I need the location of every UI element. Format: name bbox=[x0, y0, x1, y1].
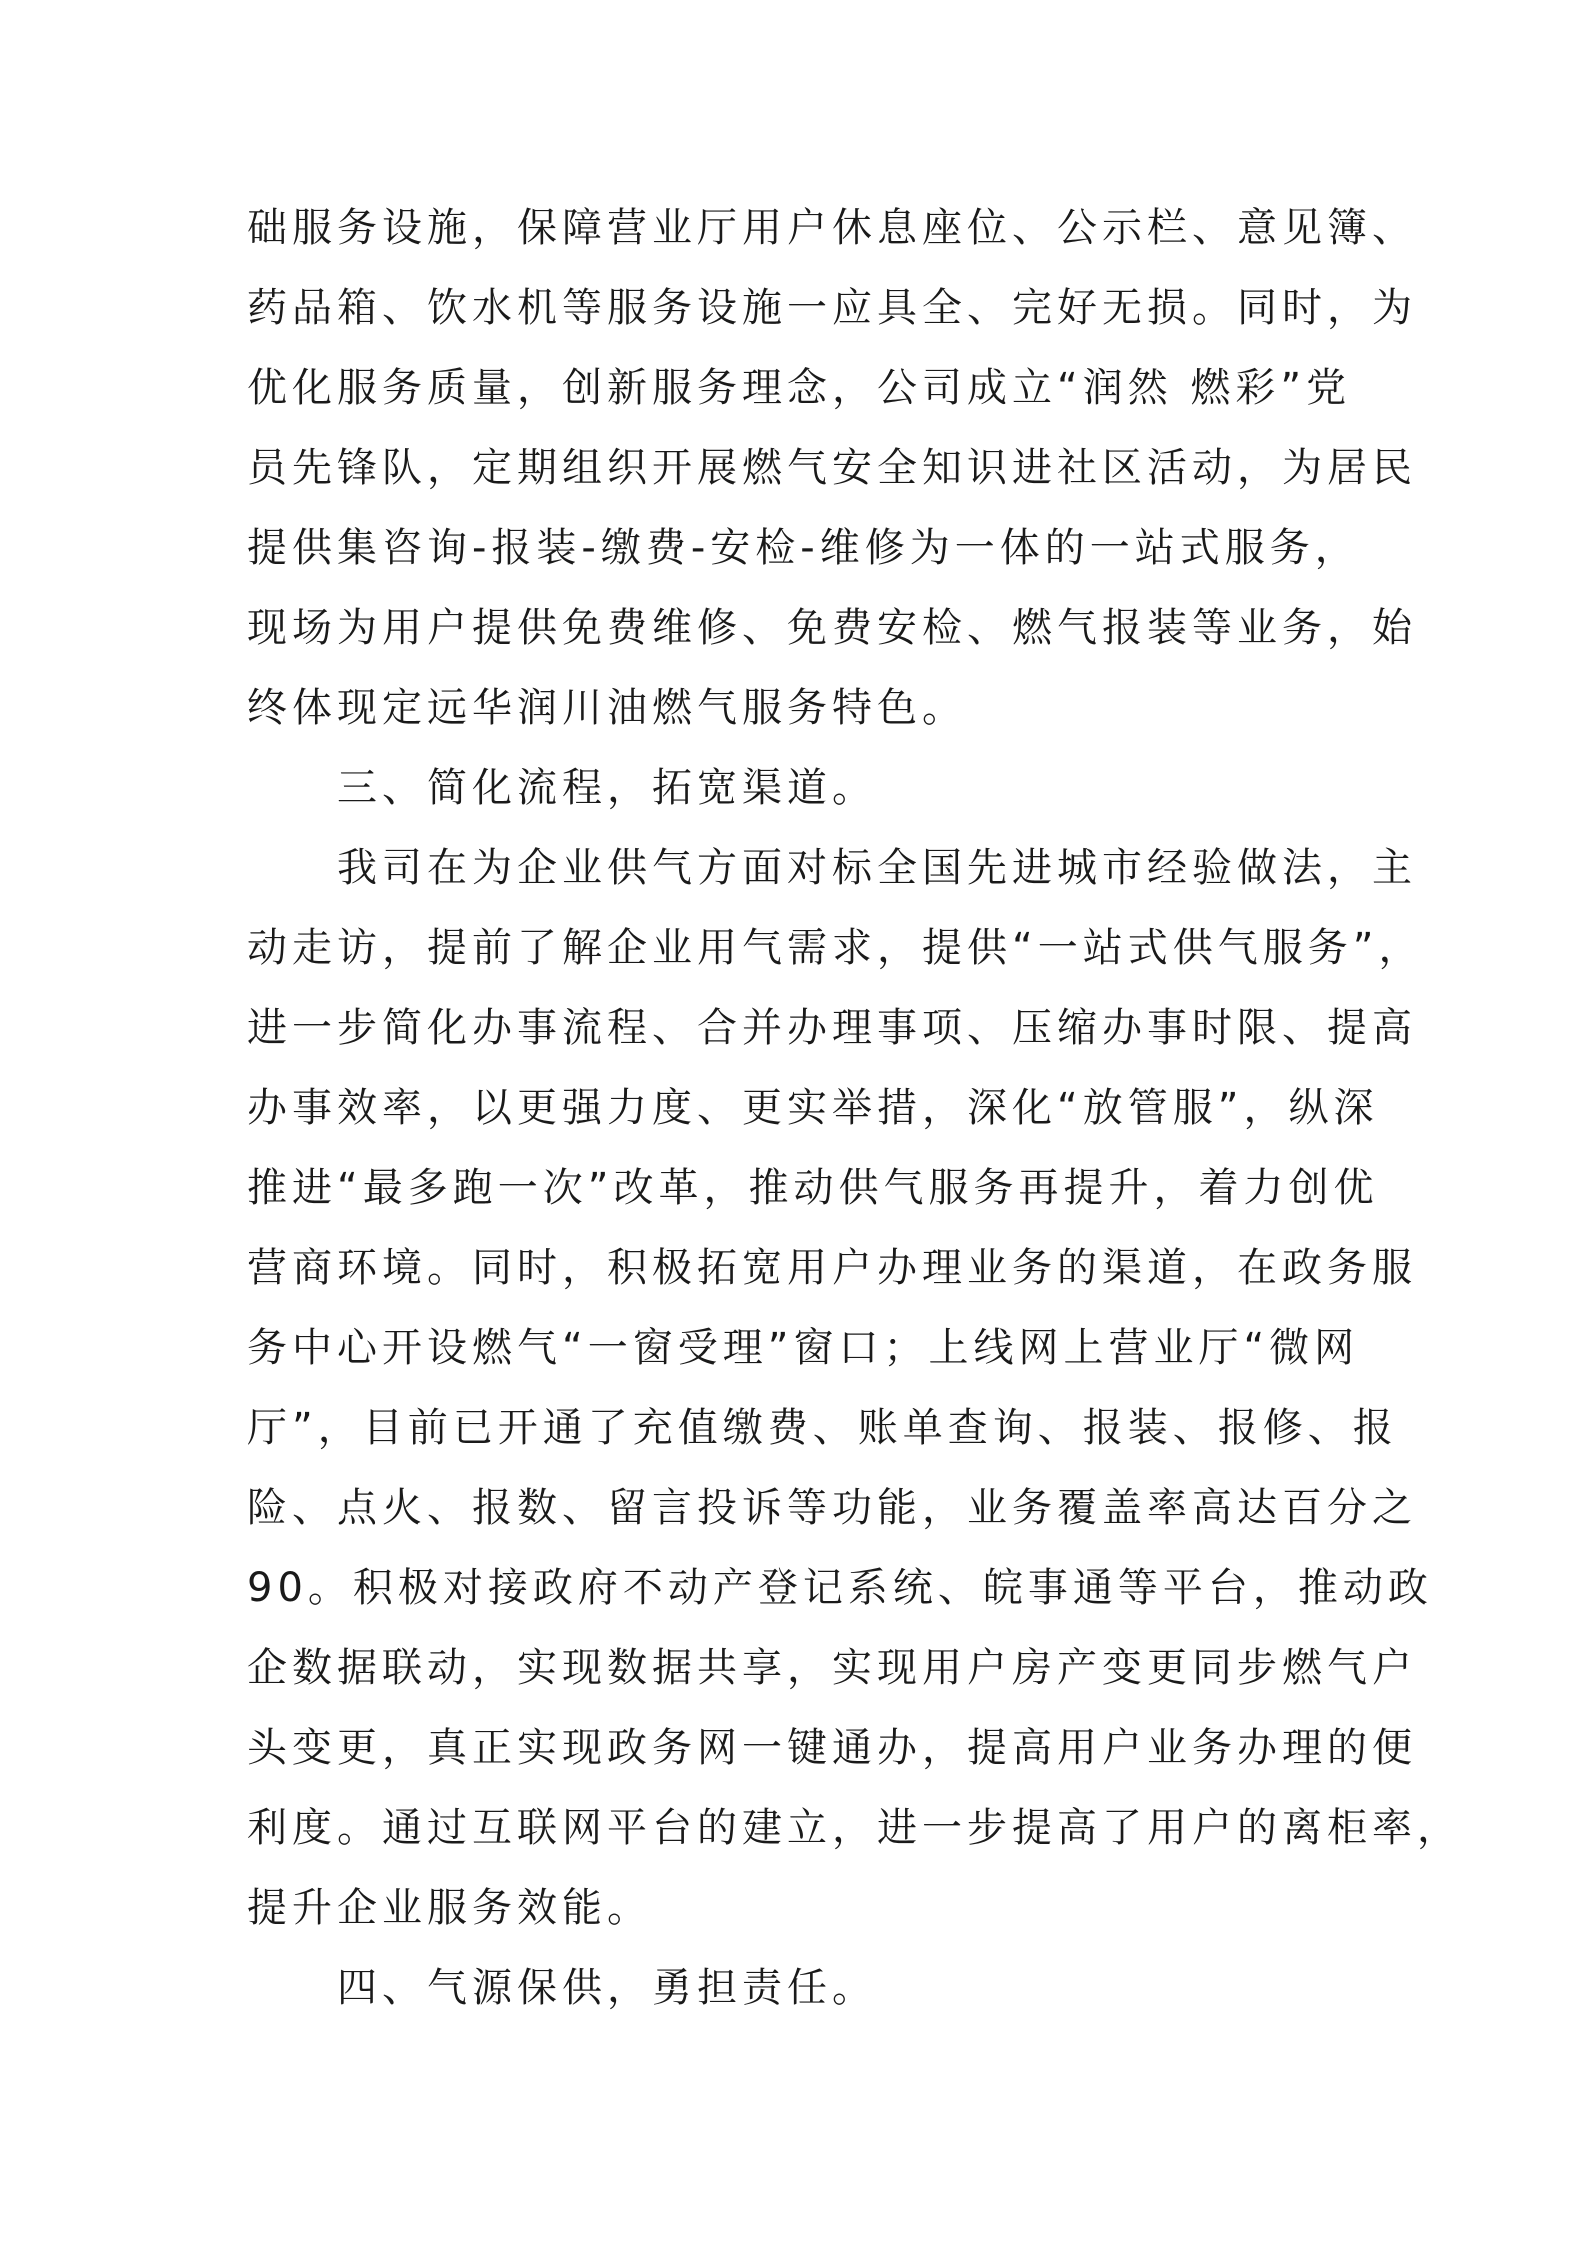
paragraph-simplify-process bbox=[247, 828, 1462, 1948]
text-line: 动走访，提前了解企业用气需求，提供“一站式供气服务”， bbox=[247, 925, 1424, 971]
text-line: 员先锋队，定期组织开展燃气安全知识进社区活动，为居民 bbox=[247, 445, 1417, 491]
text-line: 药品箱、饮水机等服务设施一应具全、完好无损。同时，为 bbox=[247, 285, 1417, 331]
text-line: 础服务设施，保障营业厅用户休息座位、公示栏、意见簿、 bbox=[247, 205, 1417, 251]
text-line: 现场为用户提供免费维修、免费安检、燃气报装等业务，始 bbox=[247, 605, 1417, 651]
text-line: 头变更，真正实现政务网一键通办，提高用户业务办理的便 bbox=[247, 1725, 1417, 1771]
text-line: 厅”，目前已开通了充值缴费、账单查询、报装、报修、报 bbox=[247, 1405, 1398, 1451]
text-line: 营商环境。同时，积极拓宽用户办理业务的渠道，在政务服 bbox=[247, 1245, 1417, 1291]
text-line: 提升企业服务效能。 bbox=[247, 1885, 652, 1931]
text-line: 办事效率，以更强力度、更实举措，深化“放管服”，纵深 bbox=[247, 1085, 1379, 1131]
text-line: 提供集咨询-报装-缴费-安检-维修为一体的一站式服务， bbox=[247, 525, 1360, 571]
text-line: 务中心开设燃气“一窗受理”窗口；上线网上营业厅“微网 bbox=[247, 1325, 1360, 1371]
document-body bbox=[247, 188, 1462, 2028]
paragraph-service-facilities bbox=[247, 188, 1417, 748]
text-line: 90。积极对接政府不动产登记系统、皖事通等平台，推动政 bbox=[247, 1565, 1433, 1611]
text-line: 终体现定远华润川油燃气服务特色。 bbox=[247, 685, 967, 731]
section-heading-simplify-process: 三、简化流程，拓宽渠道。 bbox=[337, 765, 877, 811]
text-line: 我司在为企业供气方面对标全国先进城市经验做法，主 bbox=[337, 845, 1417, 891]
text-line: 利度。通过互联网平台的建立，进一步提高了用户的离柜率， bbox=[247, 1805, 1462, 1851]
text-line: 进一步简化办事流程、合并办理事项、压缩办事时限、提高 bbox=[247, 1005, 1417, 1051]
text-line: 险、点火、报数、留言投诉等功能，业务覆盖率高达百分之 bbox=[247, 1485, 1417, 1531]
text-line: 企数据联动，实现数据共享，实现用户房产变更同步燃气户 bbox=[247, 1645, 1417, 1691]
section-heading-gas-supply: 四、气源保供，勇担责任。 bbox=[337, 1965, 877, 2011]
text-line: 优化服务质量，创新服务理念，公司成立“润然 燃彩”党 bbox=[247, 365, 1352, 411]
text-line: 推进“最多跑一次”改革，推动供气服务再提升，着力创优 bbox=[247, 1165, 1379, 1211]
